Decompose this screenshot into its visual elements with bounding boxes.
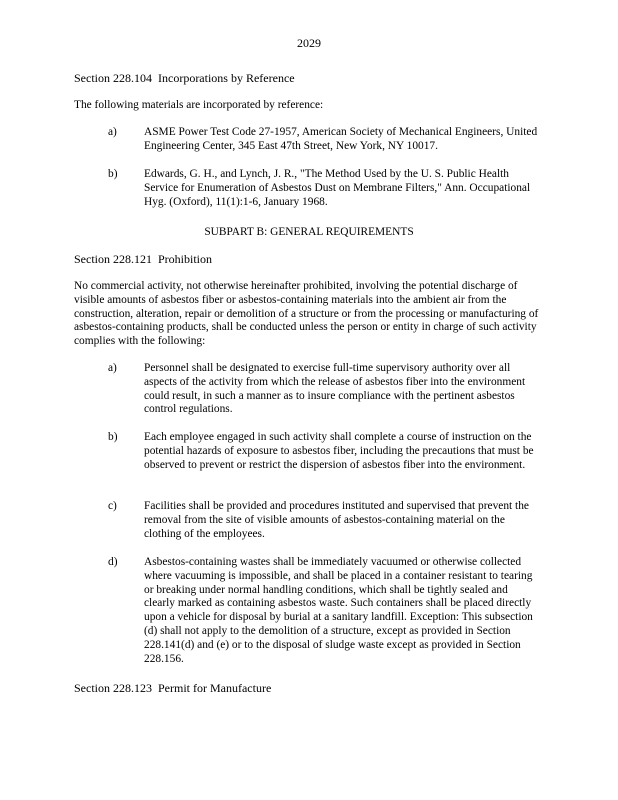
list-item-label: b) [108,431,118,443]
list-item-label: a) [108,362,117,374]
list-item-label: a) [108,126,117,138]
section-heading-123: Section 228.123 Permit for Manufacture [74,681,272,695]
section-heading-104: Section 228.104 Incorporations by Reference [74,71,295,85]
list-item [108,431,540,472]
list-item-text: Facilities shall be provided and procedures instituted and supervised that prevent the removal from the site of visible amounts of asbestos-containing material on the clothing of the employees. [144,500,529,540]
list-item [108,500,540,541]
list-item-label: c) [108,500,117,512]
subpart-heading: SUBPART B: GENERAL REQUIREMENTS [204,226,414,238]
section-104-intro: The following materials are incorporated by reference: [74,99,324,111]
list-item [108,126,540,154]
list-item [108,168,540,209]
section-heading-121: Section 228.121 Prohibition [74,252,212,266]
list-item [108,362,540,417]
list-item-text: Asbestos-containing wastes shall be immediately vacuumed or otherwise collected where vacuuming is impossible, and shall be placed in a container resistant to tearing or breaking under normal handling conditions, which shall be tightly sealed and clearly marked as containing asbestos waste. Such containers shall be placed directly upon a vehicle for disposal by burial at a sanitary landfill. Exception: This subsection (d) shall not apply to the demolition of a structure, except as provided in Section 228.141(d) and (e) or to the disposal of sludge waste except as provided in Section 228.156. [144,556,533,665]
list-item-label: d) [108,556,118,568]
list-item-text: ASME Power Test Code 27-1957, American Society of Mechanical Engineers, United Engineering Center, 345 East 47th Street, New York, NY 10017. [144,126,538,152]
list-item-label: b) [108,168,118,180]
list-item-text: Each employee engaged in such activity shall complete a course of instruction on the potential hazards of exposure to asbestos fiber, including the precautions that must be observed to prevent or restrict the dispersion of asbestos fiber into the environment. [144,431,534,471]
page-number: 2029 [297,36,321,50]
section-121-intro: No commercial activity, not otherwise hereinafter prohibited, involving the potential discharge of visible amounts of asbestos fiber or asbestos-containing materials into the ambient air from the construction, alteration, repair or demolition of a structure or from the processing or manufacturing of asbestos-containing products, shall be conducted unless the person or entity in charge of such activity complies with the following: [74,280,539,348]
list-item-text: Edwards, G. H., and Lynch, J. R., "The Method Used by the U. S. Public Health Service for Enumeration of Asbestos Dust on Membrane Filters," Ann. Occupational Hyg. (Oxford), 11(1):1-6, January 1968. [144,168,531,208]
list-item [108,556,540,666]
list-item-text: Personnel shall be designated to exercise full-time supervisory authority over all aspects of the activity from which the release of asbestos fiber into the environment could result, in such a manner as to insure compliance with the pertinent asbestos control regulations. [144,362,526,416]
